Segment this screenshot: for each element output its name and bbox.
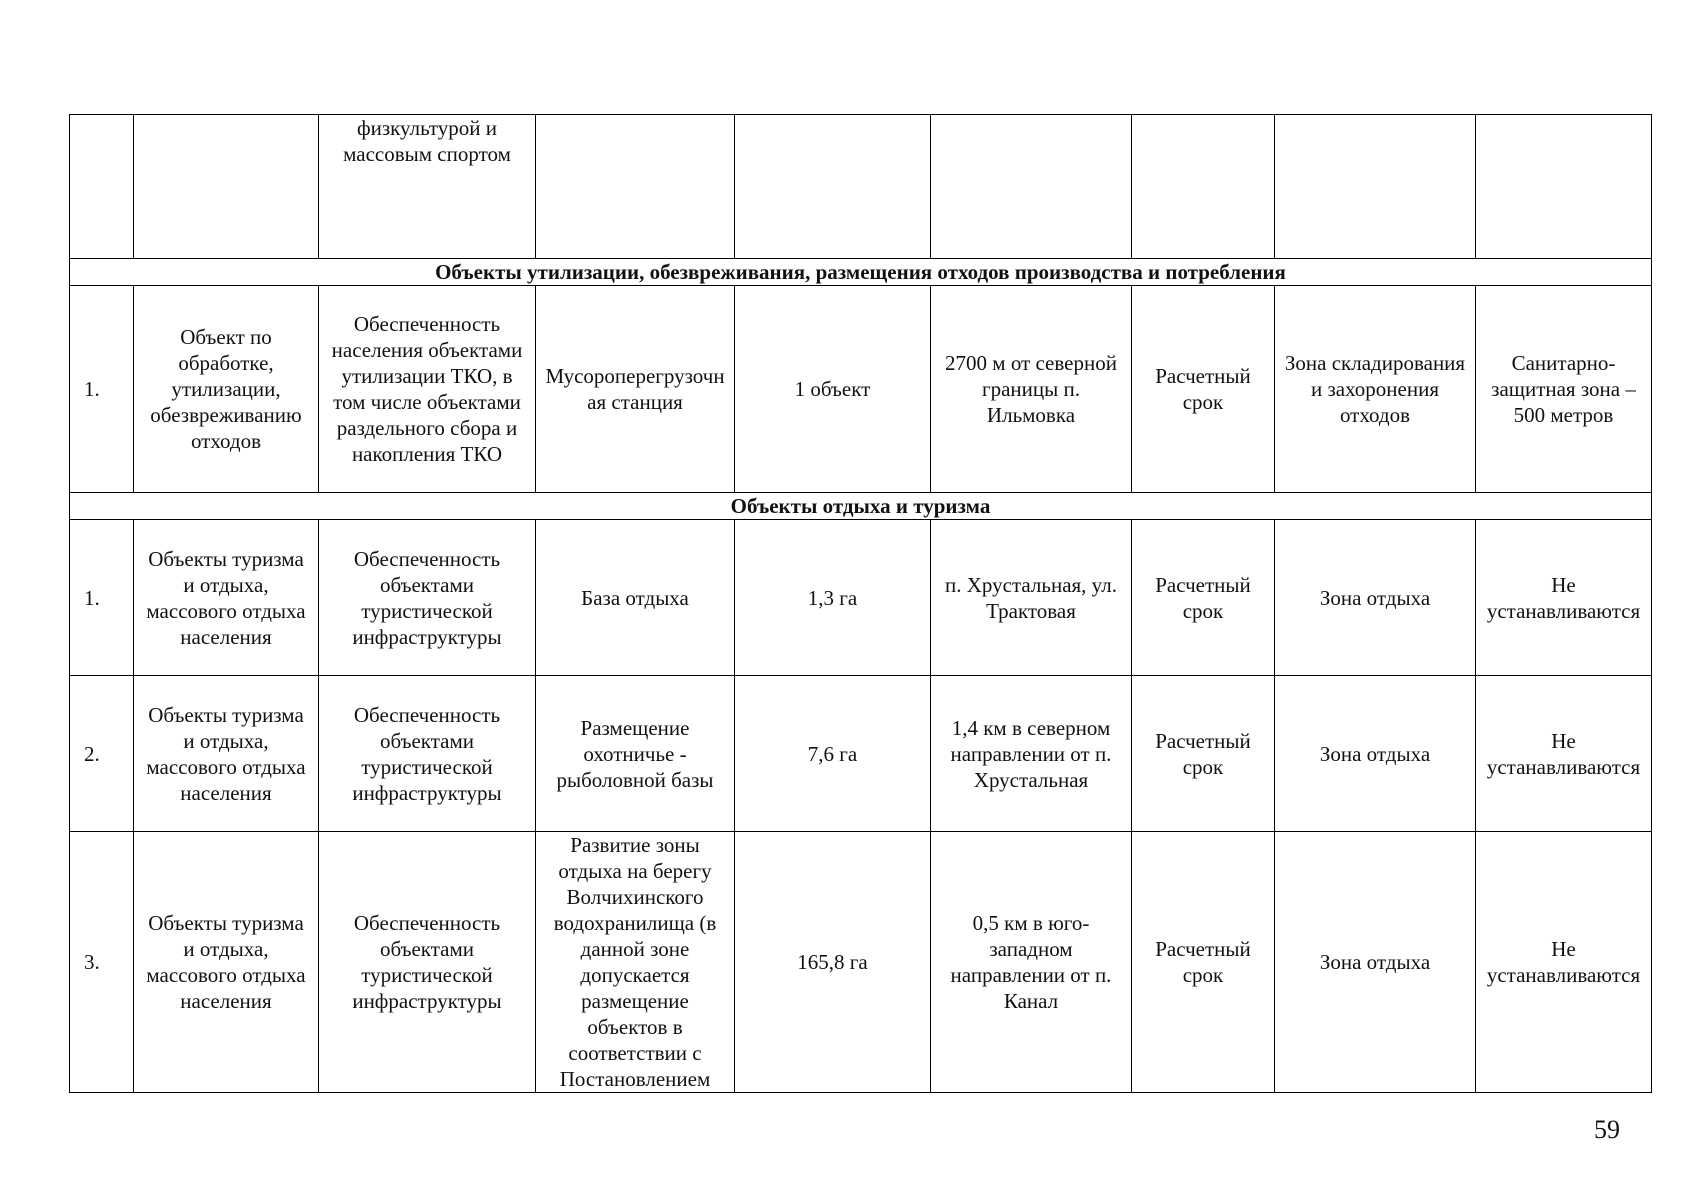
cell-purpose: физкультурой и массовым спортом <box>319 115 536 259</box>
cell-purpose: Обеспеченность объектами туристической инфраструктуры <box>319 520 536 676</box>
cell-capacity: 7,6 га <box>735 676 931 832</box>
planned-objects-table <box>69 114 1652 1093</box>
cell-name: Мусороперегрузочная станция <box>536 286 735 493</box>
cell-number: 3. <box>70 832 134 1093</box>
cell-name: База отдыха <box>536 520 735 676</box>
section-header-row <box>70 493 1652 520</box>
cell-term <box>1132 115 1275 259</box>
cell-location: 2700 м от северной границы п. Ильмовка <box>931 286 1132 493</box>
cell-object: Объект по обработке, утилизации, обезвреживанию отходов <box>134 286 319 493</box>
cell-purpose: Обеспеченность объектами туристической инфраструктуры <box>319 832 536 1093</box>
cell-purpose: Обеспеченность населения объектами утилизации ТКО, в том числе объектами раздельного сбора и накопления ТКО <box>319 286 536 493</box>
cell-capacity: 1,3 га <box>735 520 931 676</box>
cell-location: п. Хрустальная, ул. Трактовая <box>931 520 1132 676</box>
cell-term: Расчетный срок <box>1132 676 1275 832</box>
cell-location: 1,4 км в северном направлении от п. Хрустальная <box>931 676 1132 832</box>
section-title: Объекты отдыха и туризма <box>70 493 1652 520</box>
cell-name: Развитие зоны отдыха на берегу Волчихинского водохранилища (в данной зоне допускается размещение объектов в соответствии с Постановлением <box>536 832 735 1093</box>
cell-zone: Зона складирования и захоронения отходов <box>1275 286 1476 493</box>
table-row <box>70 286 1652 493</box>
cell-restrictions: Не устанавливаются <box>1476 832 1652 1093</box>
cell-restrictions: Не устанавливаются <box>1476 520 1652 676</box>
cell-term: Расчетный срок <box>1132 832 1275 1093</box>
cell-location <box>931 115 1132 259</box>
table-row <box>70 676 1652 832</box>
table-row <box>70 832 1652 1093</box>
cell-location: 0,5 км в юго-западном направлении от п. Канал <box>931 832 1132 1093</box>
cell-object: Объекты туризма и отдыха, массового отдыха населения <box>134 520 319 676</box>
page-number: 59 <box>1594 1115 1620 1144</box>
cell-number: 2. <box>70 676 134 832</box>
cell-restrictions: Не устанавливаются <box>1476 676 1652 832</box>
cell-name: Размещение охотничье - рыболовной базы <box>536 676 735 832</box>
table-row <box>70 520 1652 676</box>
cell-capacity: 165,8 га <box>735 832 931 1093</box>
cell-name <box>536 115 735 259</box>
cell-number <box>70 115 134 259</box>
table-row <box>70 115 1652 259</box>
cell-restrictions: Санитарно-защитная зона – 500 метров <box>1476 286 1652 493</box>
cell-number: 1. <box>70 520 134 676</box>
cell-capacity: 1 объект <box>735 286 931 493</box>
cell-object: Объекты туризма и отдыха, массового отдыха населения <box>134 832 319 1093</box>
section-header-row <box>70 259 1652 286</box>
cell-number: 1. <box>70 286 134 493</box>
cell-term: Расчетный срок <box>1132 286 1275 493</box>
cell-capacity <box>735 115 931 259</box>
cell-zone: Зона отдыха <box>1275 520 1476 676</box>
cell-zone: Зона отдыха <box>1275 676 1476 832</box>
cell-zone <box>1275 115 1476 259</box>
cell-term: Расчетный срок <box>1132 520 1275 676</box>
cell-zone: Зона отдыха <box>1275 832 1476 1093</box>
section-title: Объекты утилизации, обезвреживания, размещения отходов производства и потребления <box>70 259 1652 286</box>
cell-object: Объекты туризма и отдыха, массового отдыха населения <box>134 676 319 832</box>
cell-restrictions <box>1476 115 1652 259</box>
cell-purpose: Обеспеченность объектами туристической инфраструктуры <box>319 676 536 832</box>
cell-object <box>134 115 319 259</box>
